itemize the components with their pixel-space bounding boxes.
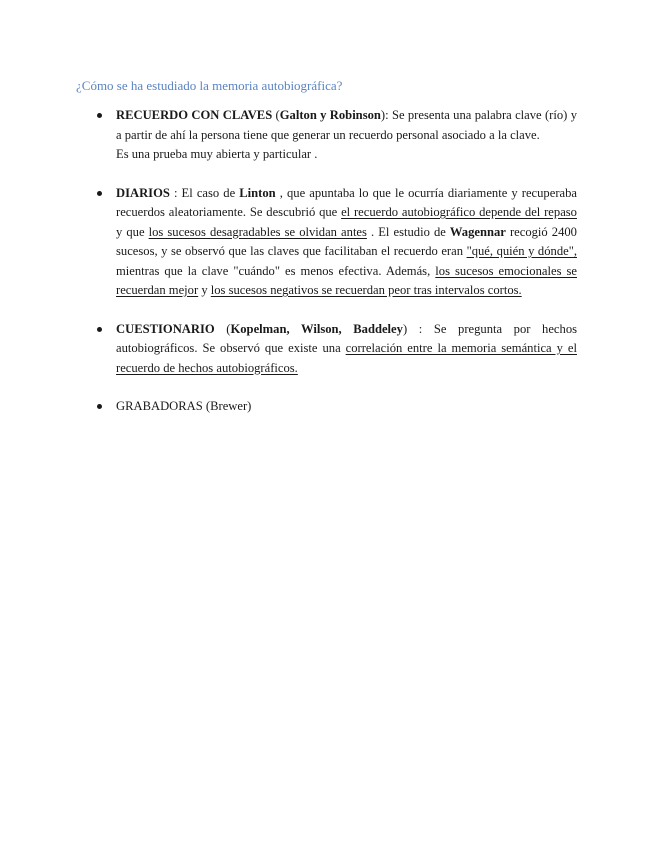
bullet-icon — [97, 191, 102, 196]
item-authors: Kopelman, Wilson, Baddeley — [230, 321, 403, 336]
underlined-finding: los sucesos emocionales se recuerdan mejor — [116, 263, 577, 297]
underlined-finding: correlación entre la memoria semántica y el recuerdo de hechos autobiográficos. — [116, 341, 577, 375]
item-title: DIARIOS — [116, 185, 170, 200]
item-paragraph: CUESTIONARIO (Kopelman, Wilson, Baddeley) : Se pregunta por hechos autobiográficos. Se observó que existe una correlación entre la memoria semántica y el recuerdo de hechos autobiográficos. — [116, 321, 578, 375]
item-title: CUESTIONARIO — [116, 321, 215, 336]
underlined-finding: los sucesos negativos se recuerdan peor tras intervalos cortos. — [210, 283, 522, 297]
item-title: RECUERDO CON CLAVES — [116, 108, 273, 122]
bullet-icon — [97, 327, 102, 332]
item-paragraph: GRABADORAS (Brewer) — [116, 399, 252, 413]
item-note: Es una prueba muy abierta y particular . — [116, 147, 318, 161]
item-text: Se presenta una palabra clave (río) y a partir de ahí la persona tiene que generar un recuerdo personal asociado a la clave. — [116, 108, 577, 142]
bullet-icon — [97, 404, 102, 409]
wagennar-name: Wagennar — [449, 224, 506, 239]
section-heading: ¿Cómo se ha estudiado la memoria autobiográfica? — [76, 78, 343, 93]
list-item-diarios — [116, 184, 577, 301]
methods-list — [116, 106, 577, 417]
linton-name: Linton — [239, 185, 276, 200]
item-paragraph: DIARIOS : El caso de Linton , que apuntaba lo que le ocurría diariamente y recuperaba recuerdos aleatoriamente. Se descubrió que el recuerdo autobiográfico depende del repaso y que los sucesos desagradables se olvidan antes . El estudio de Wagennar recogió 2400 sucesos, y se observó que las claves que facilitaban el recuerdo eran "qué, quién y dónde", mientras que la clave "cuándo" es menos efectiva. Además, los sucesos emocionales se recuerdan mejor y los sucesos negativos se recuerdan peor tras intervalos cortos. — [116, 185, 578, 297]
item-paragraph: RECUERDO CON CLAVES (Galton y Robinson): Se presenta una palabra clave (río) y a partir de ahí la persona tiene que generar un recuerdo personal asociado a la clave. — [116, 108, 577, 142]
item-authors: Galton y Robinson — [279, 108, 381, 122]
underlined-finding: el recuerdo autobiográfico depende del repaso — [341, 205, 577, 219]
list-item-recuerdo-con-claves — [116, 106, 577, 165]
list-item-grabadoras — [116, 397, 577, 417]
list-item-cuestionario — [116, 320, 577, 379]
underlined-finding: los sucesos desagradables se olvidan antes — [148, 224, 367, 239]
bullet-icon — [97, 113, 102, 118]
underlined-finding: "qué, quién y dónde", — [466, 244, 578, 258]
